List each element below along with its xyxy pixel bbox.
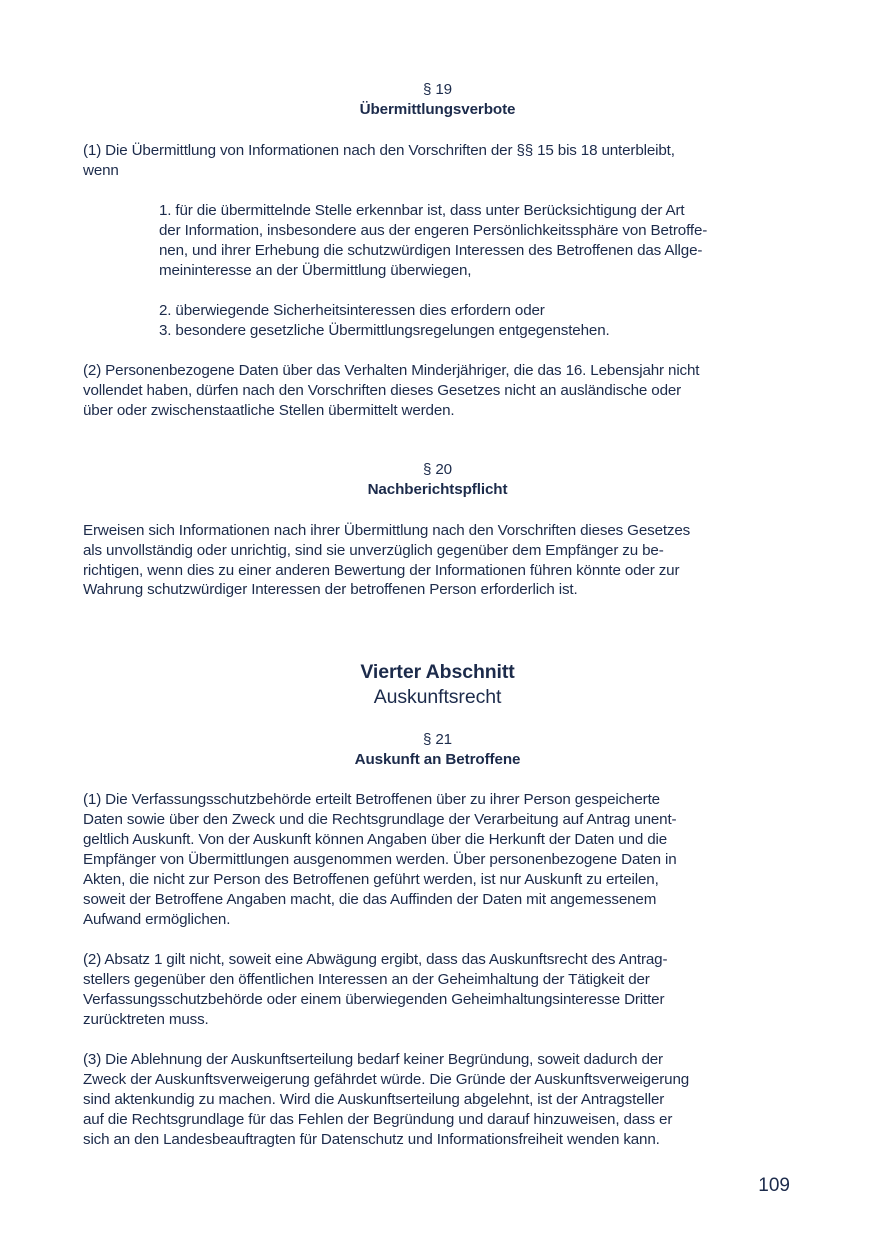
part-title: Vierter Abschnitt xyxy=(360,661,515,683)
part-subtitle: Auskunftsrecht xyxy=(373,686,502,708)
section-19-number: § 19 xyxy=(423,81,452,98)
text-line: (1) Die Übermittlung von Informationen nach den Vorschriften der §§ 15 bis 18 unterbleibt, xyxy=(83,142,675,159)
text-line: der Information, insbesondere aus der engeren Persönlichkeitssphäre von Betroffe- xyxy=(159,222,708,239)
text-line: Empfänger von Übermittlungen ausgenommen werden. Über personenbezogene Daten in xyxy=(83,851,677,868)
text-line: Erweisen sich Informationen nach ihrer Übermittlung nach den Vorschriften dieses Gesetzes xyxy=(83,522,691,539)
section-19-item-2: 2. überwiegende Sicherheitsinteressen dies erfordern oder xyxy=(159,302,545,319)
text-line: Akten, die nicht zur Person des Betroffenen geführt werden, ist nur Auskunft zu erteilen, xyxy=(83,871,659,888)
text-line: (3) Die Ablehnung der Auskunftserteilung bedarf keiner Begründung, soweit dadurch der xyxy=(83,1051,663,1068)
page-number: 109 xyxy=(758,1175,790,1196)
text-line: (2) Absatz 1 gilt nicht, soweit eine Abwägung ergibt, dass das Auskunftsrecht des Antrag- xyxy=(83,951,668,968)
text-line: geltlich Auskunft. Von der Auskunft können Angaben über die Herkunft der Daten und die xyxy=(83,831,668,848)
text-line: sich an den Landesbeauftragten für Datenschutz und Informationsfreiheit wenden kann. xyxy=(83,1131,660,1148)
text-line: über oder zwischenstaatliche Stellen übermittelt werden. xyxy=(83,402,455,419)
text-line: als unvollständig oder unrichtig, sind sie unverzüglich gegenüber dem Empfänger zu be- xyxy=(83,542,664,559)
text-line: Verfassungsschutzbehörde oder einem überwiegenden Geheimhaltungsinteresse Dritter xyxy=(83,991,665,1008)
text-line: Aufwand ermöglichen. xyxy=(83,911,231,928)
text-line: stellers gegenüber den öffentlichen Interessen an der Geheimhaltung der Tätigkeit der xyxy=(83,971,650,988)
section-20-number: § 20 xyxy=(423,461,452,478)
text-line: richtigen, wenn dies zu einer anderen Bewertung der Informationen führen könnte oder zur xyxy=(83,562,680,579)
section-19-item-3: 3. besondere gesetzliche Übermittlungsregelungen entgegenstehen. xyxy=(159,322,610,339)
text-line: (1) Die Verfassungsschutzbehörde erteilt Betroffenen über zu ihrer Person gespeicherte xyxy=(83,791,660,808)
text-line: zurücktreten muss. xyxy=(83,1011,209,1028)
text-line: Daten sowie über den Zweck und die Rechtsgrundlage der Verarbeitung auf Antrag unent- xyxy=(83,811,677,828)
section-19-title: Übermittlungsverbote xyxy=(359,101,516,118)
section-21-number: § 21 xyxy=(423,731,452,748)
text-line: Wahrung schutzwürdiger Interessen der betroffenen Person erforderlich ist. xyxy=(83,581,578,598)
text-line: vollendet haben, dürfen nach den Vorschriften dieses Gesetzes nicht an ausländische oder xyxy=(83,382,682,399)
text-line: wenn xyxy=(83,162,119,179)
text-line: Zweck der Auskunftsverweigerung gefährdet würde. Die Gründe der Auskunftsverweigerung xyxy=(83,1071,690,1088)
text-line: 1. für die übermittelnde Stelle erkennbar ist, dass unter Berücksichtigung der Art xyxy=(159,202,685,219)
text-line: sind aktenkundig zu machen. Wird die Auskunftserteilung abgelehnt, ist der Antragsteller xyxy=(83,1091,665,1108)
text-line: nen, und ihrer Erhebung die schutzwürdigen Interessen des Betroffenen das Allge- xyxy=(159,242,703,259)
section-21-title: Auskunft an Betroffene xyxy=(354,751,521,768)
text-line: (2) Personenbezogene Daten über das Verhalten Minderjähriger, die das 16. Lebensjahr nicht xyxy=(83,362,700,379)
text-line: meininteresse an der Übermittlung überwiegen, xyxy=(159,262,472,279)
text-line: soweit der Betroffene Angaben macht, die das Auffinden der Daten mit angemessenem xyxy=(83,891,657,908)
section-20-title: Nachberichtspflicht xyxy=(367,481,508,498)
text-line: auf die Rechtsgrundlage für das Fehlen der Begründung und darauf hinzuweisen, dass er xyxy=(83,1111,673,1128)
